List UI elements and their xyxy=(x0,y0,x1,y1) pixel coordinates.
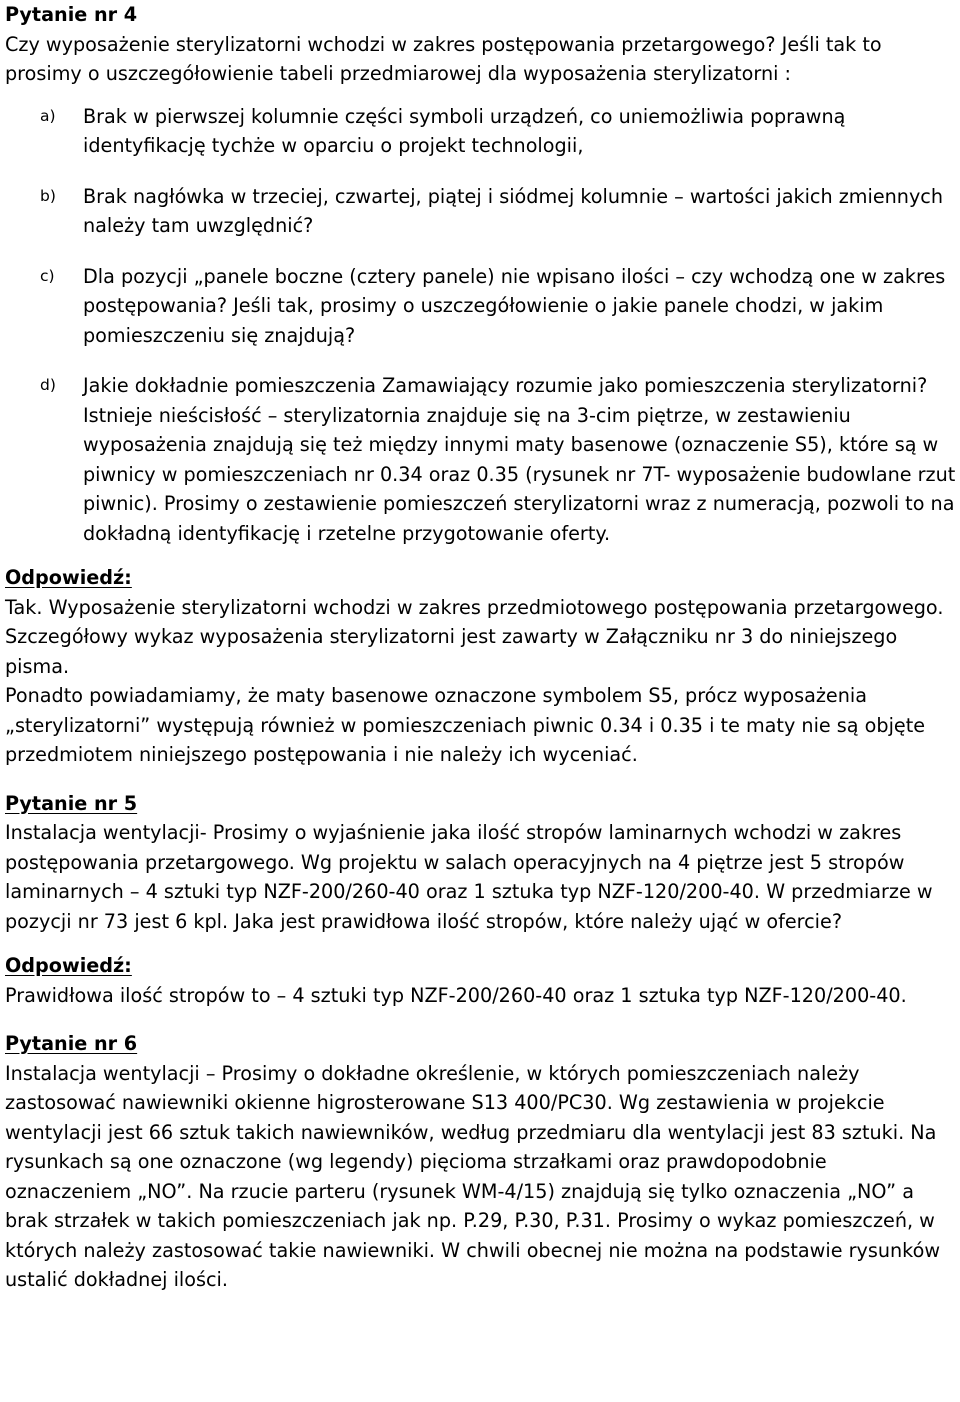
list-item-label: c) xyxy=(40,266,55,285)
list-item-d xyxy=(5,371,956,548)
answer-label: Odpowiedź: xyxy=(5,566,132,589)
list-item-b xyxy=(5,182,956,241)
question-4-list xyxy=(5,102,956,549)
list-item-text: Brak w pierwszej kolumnie części symboli urządzeń, co uniemożliwia poprawną identyfikację tychże w oparciu o projekt technologii, xyxy=(83,104,846,157)
list-item-label: d) xyxy=(40,376,56,394)
question-5-answer xyxy=(5,951,956,1010)
question-4-title: Pytanie nr 4 xyxy=(5,3,138,26)
answer-paragraph: Prawidłowa ilość stropów to – 4 sztuki typ NZF-200/260-40 oraz 1 sztuka typ NZF-120/200-40. xyxy=(5,983,907,1007)
question-4-section xyxy=(5,0,956,770)
question-5-title: Pytanie nr 5 xyxy=(5,791,138,815)
answer-label: Odpowiedź: xyxy=(5,954,132,977)
question-6-title: Pytanie nr 6 xyxy=(5,1032,138,1055)
question-5-text: Instalacja wentylacji- Prosimy o wyjaśnienie jaka ilość stropów laminarnych wchodzi w zakres postępowania przetargowego. Wg projektu w salach operacyjnych na 4 piętrze jest 5 stropów laminarnych – 4 sztuki typ NZF-200/260-40 oraz 1 sztuka typ NZF-120/200-40. W przedmiarze w pozycji nr 73 jest 6 kpl. Jaka jest prawidłowa ilość stropów, które należy ująć w ofercie? xyxy=(5,821,933,933)
question-4-intro: Czy wyposażenie sterylizatorni wchodzi w zakres postępowania przetargowego? Jeśli tak to prosimy o uszczegółowienie tabeli przedmiarowej dla wyposażenia sterylizatorni : xyxy=(5,32,882,85)
question-6-text: Instalacja wentylacji – Prosimy o dokładne określenie, w których pomieszczeniach należy zastosować nawiewniki okienne higrosterowane S13 400/PC30. Wg zestawienia w projekcie wentylacji jest 66 sztuk takich nawiewników, według przedmiaru dla wentylacji jest 83 sztuki. Na rysunkach są one oznaczone (wg legendy) pięcioma strzałkami oraz prawdopodobnie oznaczeniem „NO”. Na rzucie parteru (rysunek WM-4/15) znajdują się tylko oznaczenia „NO” a brak strzałek w takich pomieszczeniach jak np. P.29, P.30, P.31. Prosimy o wykaz pomieszczeń, w których należy zastosować takie nawiewniki. W chwili obecnej nie można na podstawie rysunków ustalić dokładnej ilości. xyxy=(5,1061,941,1291)
list-item-text: Jakie dokładnie pomieszczenia Zamawiający rozumie jako pomieszczenia sterylizatorni? Istnieje nieścisłość – sterylizatornia znajduje się na 3-cim piętrze, w zestawieniu wyposażenia znajdują się też między innymi maty basenowe (oznaczenie S5), które są w piwnicy w pomieszczeniach nr 0.34 oraz 0.35 (rysunek nr 7T- wyposażenie budowlane rzut piwnic). Prosimy o zestawienie pomieszczeń sterylizatorni wraz z numeracją, pozwoli to na dokładną identyfikację i rzetelne przygotowanie oferty. xyxy=(83,374,956,545)
list-item-text: Dla pozycji „panele boczne (cztery panele) nie wpisano ilości – czy wchodzą one w zakres postępowania? Jeśli tak, prosimy o uszczegółowienie o jakie panele chodzi, w jakim pomieszczeniu się znajdują? xyxy=(83,264,946,347)
question-6-section xyxy=(5,1029,956,1295)
list-item-c xyxy=(5,262,956,351)
list-item-label: b) xyxy=(40,186,56,205)
list-item-label: a) xyxy=(40,106,56,125)
question-4-answer xyxy=(5,563,956,770)
list-item-a xyxy=(5,102,956,161)
answer-paragraph-1: Tak. Wyposażenie sterylizatorni wchodzi w zakres przedmiotowego postępowania przetargowego. Szczegółowy wykaz wyposażenia sterylizatorni jest zawarty w Załączniku nr 3 do niniejszego pisma. xyxy=(5,595,944,678)
answer-paragraph-2: Ponadto powiadamiamy, że maty basenowe oznaczone symbolem S5, prócz wyposażenia „sterylizatorni” występują również w pomieszczeniach piwnic 0.34 i 0.35 i te maty nie są objęte przedmiotem niniejszego postępowania i nie należy ich wyceniać. xyxy=(5,684,926,766)
list-item-text: Brak nagłówka w trzeciej, czwartej, piątej i siódmej kolumnie – wartości jakich zmiennych należy tam uwzględnić? xyxy=(83,184,944,237)
question-5-section xyxy=(5,789,956,1011)
